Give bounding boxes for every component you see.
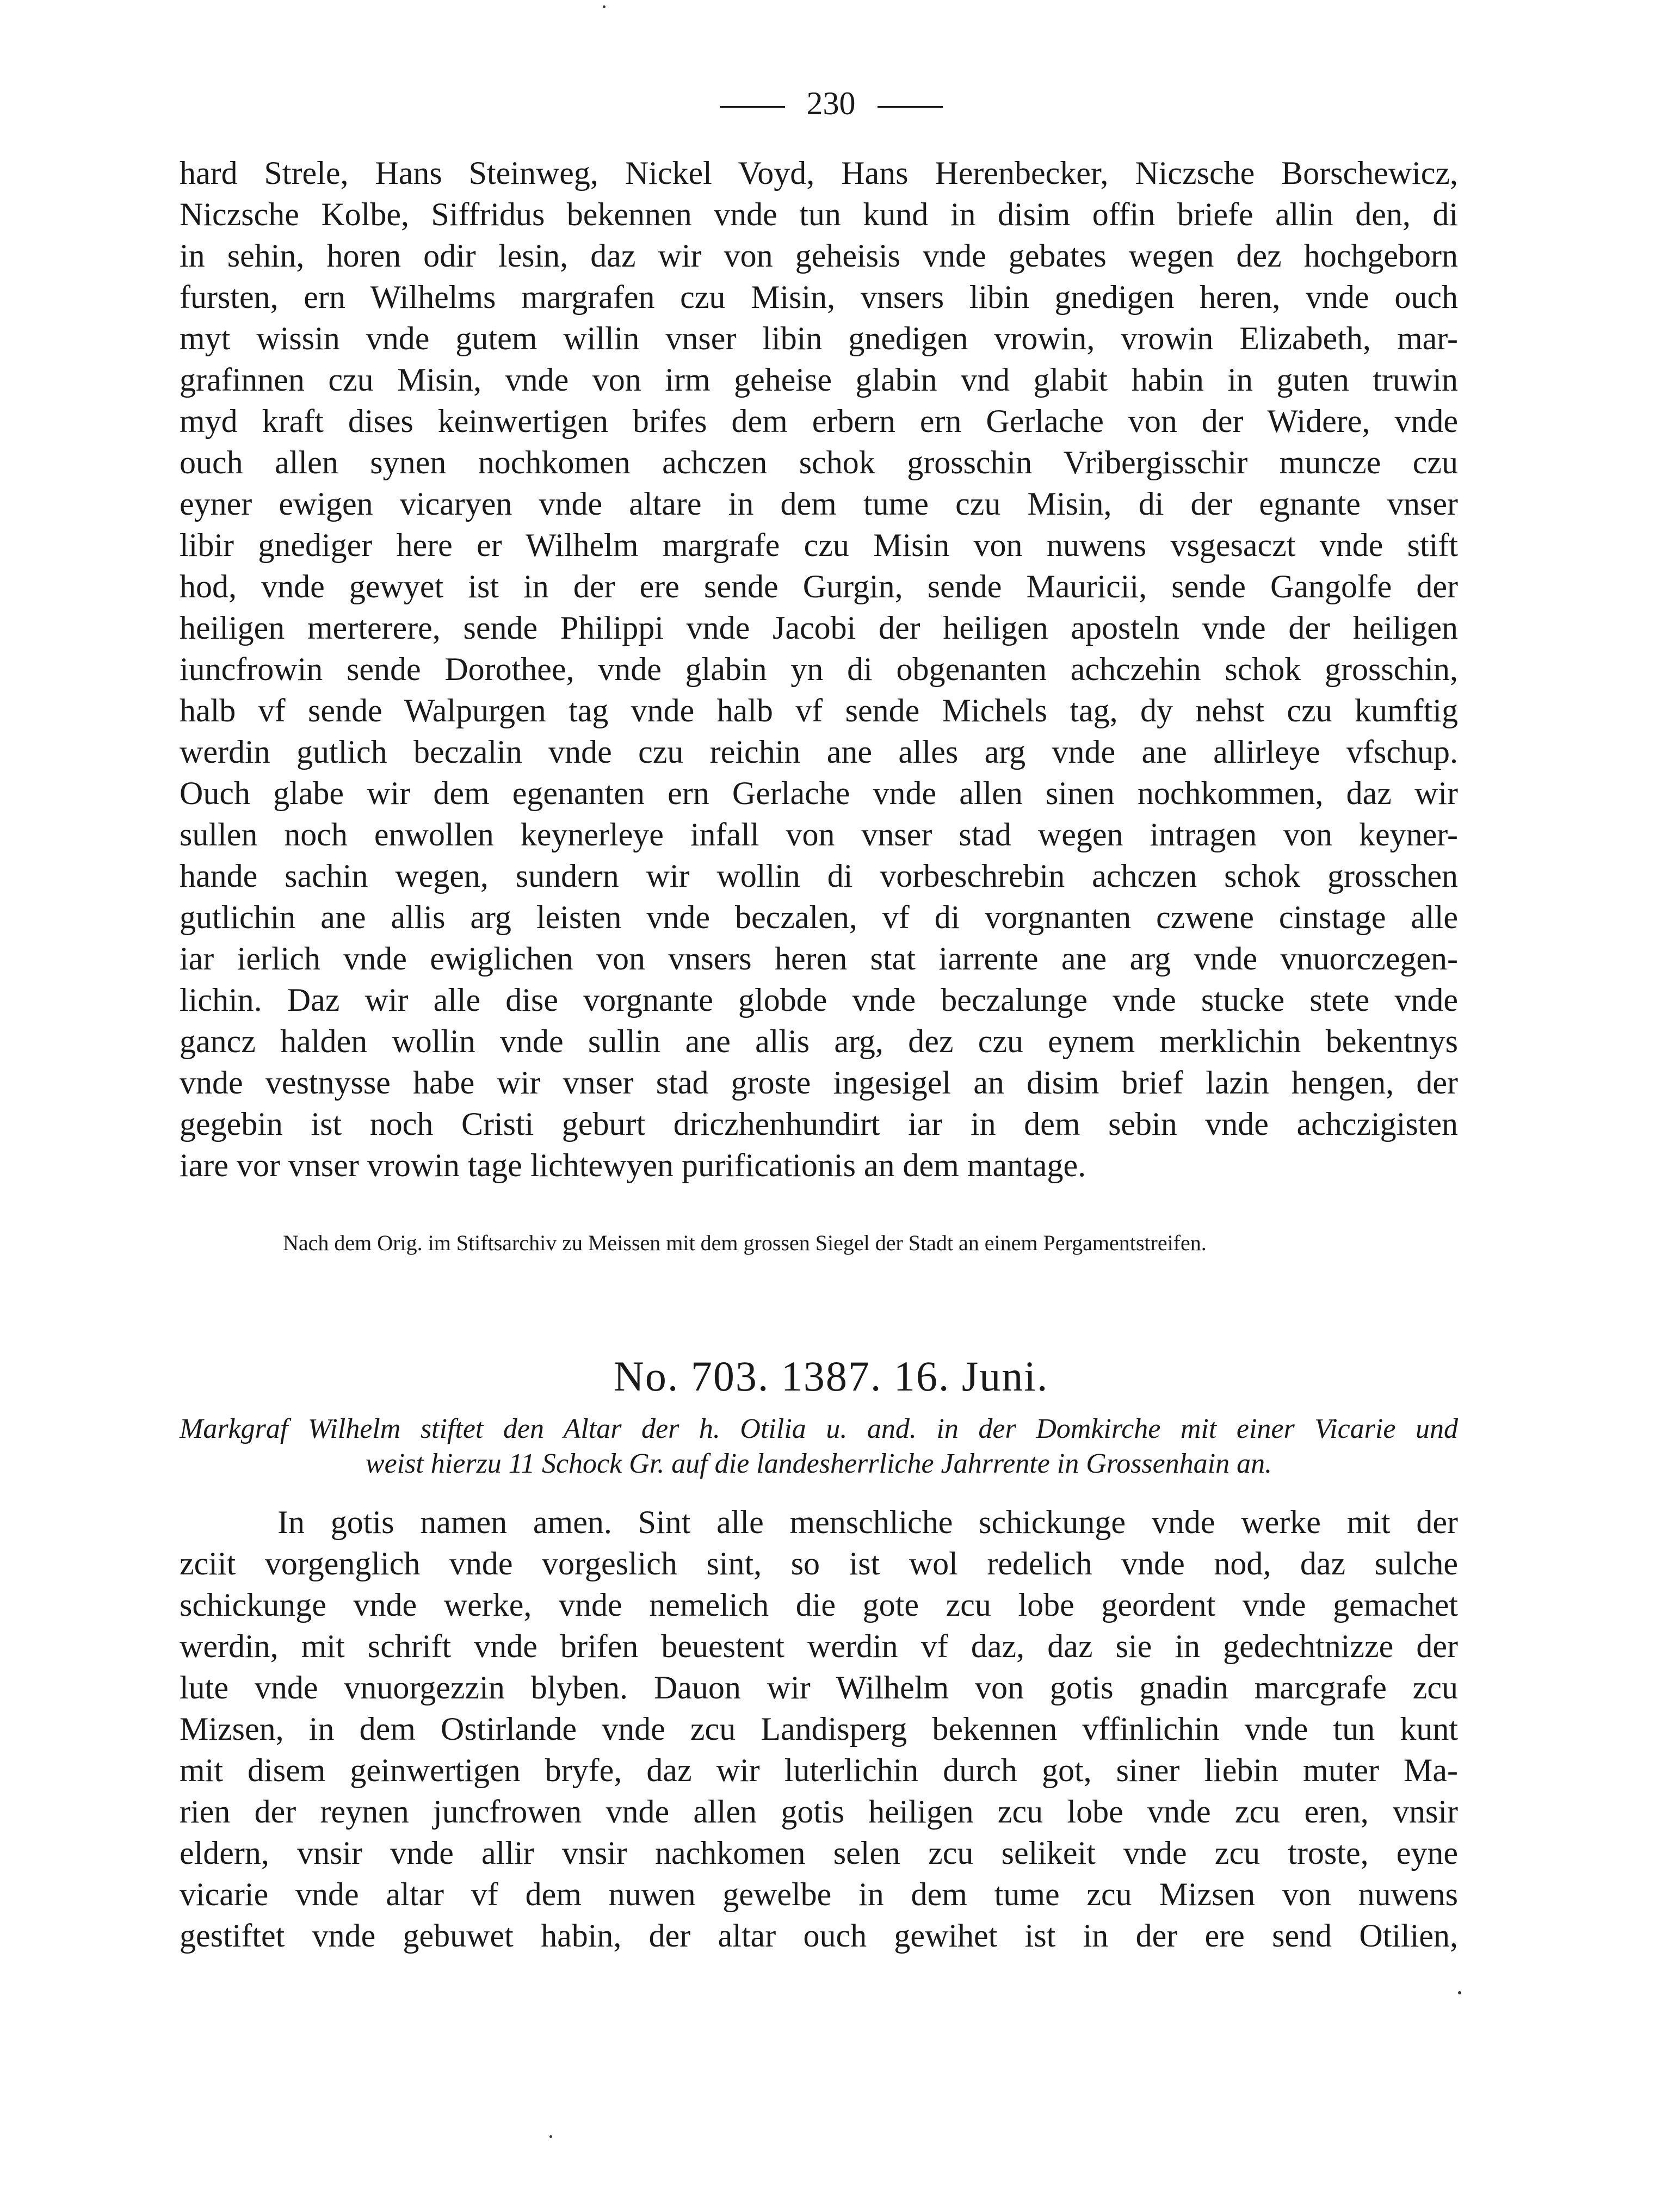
- text-line: gestiftet vnde gebuwet habin, der altar ouch gewihet ist in der ere send Otilien,: [180, 1918, 1458, 1954]
- text-line: schickunge vnde werke, vnde nemelich die gote zcu lobe geordent vnde gemachet: [180, 1587, 1458, 1623]
- text-line: iuncfrowin sende Dorothee, vnde glabin yn di obgenanten achczehin schok grosschin,: [180, 651, 1458, 687]
- charter-text-continued: [180, 152, 1458, 1186]
- text-line: In gotis namen amen. Sint alle menschliche schickunge vnde werke mit der: [277, 1504, 1458, 1540]
- text-line: myt wissin vnde gutem willin vnser libin gnedigen vrowin, vrowin Elizabeth, mar-: [180, 320, 1458, 356]
- text-line: heiligen merterere, sende Philippi vnde Jacobi der heiligen aposteln vnde der heiligen: [180, 610, 1458, 646]
- text-line: iar ierlich vnde ewiglichen von vnsers heren stat iarrente ane arg vnde vnuorczegen-: [180, 941, 1458, 977]
- text-line: lute vnde vnuorgezzin blyben. Dauon wir Wilhelm von gotis gnadin marcgrafe zcu: [180, 1670, 1458, 1706]
- text-line: in sehin, horen odir lesin, daz wir von geheisis vnde gebates wegen dez hochgeborn: [180, 238, 1458, 274]
- summary-line: Markgraf Wilhelm stiftet den Altar der h. Otilia u. and. in der Domkirche mit einer Vicarie und: [180, 1413, 1458, 1444]
- text-line: sullen noch enwollen keynerleye infall von vnser stad wegen intragen von keyner-: [180, 817, 1458, 852]
- text-line: hard Strele, Hans Steinweg, Nickel Voyd, Hans Herenbecker, Niczsche Borschewicz,: [180, 155, 1458, 191]
- text-line: iare vor vnser vrowin tage lichtewyen purificationis an dem mantage.: [180, 1147, 1086, 1183]
- text-line: gegebin ist noch Cristi geburt driczhenhundirt iar in dem sebin vnde achczigisten: [180, 1106, 1458, 1142]
- text-line: eyner ewigen vicaryen vnde altare in dem tume czu Misin, di der egnante vnser: [180, 486, 1458, 522]
- summary-line: weist hierzu 11 Schock Gr. auf die landesherrliche Jahrrente in Grossenhain an.: [365, 1448, 1272, 1479]
- text-line: fursten, ern Wilhelms margrafen czu Misin, vnsers libin gnedigen heren, vnde ouch: [180, 279, 1458, 315]
- text-line: werdin gutlich beczalin vnde czu reichin ane alles arg vnde ane allirleye vfschup.: [180, 734, 1458, 770]
- document-heading: No. 703. 1387. 16. Juni.: [613, 1352, 1049, 1400]
- scan-speck: [603, 5, 606, 8]
- text-line: hod, vnde gewyet ist in der ere sende Gurgin, sende Mauricii, sende Gangolfe der: [180, 569, 1458, 604]
- text-line: Niczsche Kolbe, Siffridus bekennen vnde tun kund in disim offin briefe allin den, di: [180, 196, 1458, 232]
- text-line: grafinnen czu Misin, vnde von irm geheise glabin vnd glabit habin in guten truwin: [180, 362, 1458, 398]
- text-line: halb vf sende Walpurgen tag vnde halb vf sende Michels tag, dy nehst czu kumftig: [180, 693, 1458, 728]
- scan-speck: [549, 2135, 552, 2138]
- text-line: Ouch glabe wir dem egenanten ern Gerlache vnde allen sinen nochkommen, daz wir: [180, 775, 1458, 811]
- text-line: hande sachin wegen, sundern wir wollin di vorbeschrebin achczen schok grosschen: [180, 858, 1458, 894]
- header-rule-left: [720, 106, 785, 108]
- document-summary: [180, 1412, 1458, 1481]
- page-number: 230: [806, 85, 856, 121]
- text-line: Mizsen, in dem Ostirlande vnde zcu Landisperg bekennen vffinlichin vnde tun kunt: [180, 1711, 1458, 1747]
- text-line: werdin, mit schrift vnde brifen beuestent werdin vf daz, daz sie in gedechtnizze der: [180, 1628, 1458, 1664]
- charter-text: [180, 1502, 1458, 1956]
- text-line: vicarie vnde altar vf dem nuwen gewelbe in dem tume zcu Mizsen von nuwens: [180, 1876, 1458, 1912]
- page-header: [0, 82, 1662, 125]
- scan-speck: [1458, 1991, 1461, 1994]
- text-line: lichin. Daz wir alle dise vorgnante globde vnde beczalunge vnde stucke stete vnde: [180, 982, 1458, 1018]
- text-line: myd kraft dises keinwertigen brifes dem erbern ern Gerlache von der Widere, vnde: [180, 403, 1458, 439]
- text-line: gancz halden wollin vnde sullin ane allis arg, dez czu eynem merklichin bekentnys: [180, 1023, 1458, 1059]
- text-line: ouch allen synen nochkomen achczen schok grosschin Vribergisschir muncze czu: [180, 444, 1458, 480]
- source-note: Nach dem Orig. im Stiftsarchiv zu Meissen mit dem grossen Siegel der Stadt an einem Pergamentstreifen.: [283, 1231, 1207, 1255]
- text-line: zciit vorgenglich vnde vorgeslich sint, so ist wol redelich vnde nod, daz sulche: [180, 1546, 1458, 1581]
- text-line: mit disem geinwertigen bryfe, daz wir luterlichin durch got, siner liebin muter Ma-: [180, 1752, 1458, 1788]
- text-line: eldern, vnsir vnde allir vnsir nachkomen selen zcu selikeit vnde zcu troste, eyne: [180, 1835, 1458, 1871]
- text-line: vnde vestnysse habe wir vnser stad groste ingesigel an disim brief lazin hengen, der: [180, 1065, 1458, 1101]
- text-line: rien der reynen juncfrowen vnde allen gotis heiligen zcu lobe vnde zcu eren, vnsir: [180, 1794, 1458, 1830]
- header-rule-right: [878, 106, 943, 108]
- text-line: gutlichin ane allis arg leisten vnde beczalen, vf di vorgnanten czwene cinstage alle: [180, 899, 1458, 935]
- text-line: libir gnediger here er Wilhelm margrafe czu Misin von nuwens vsgesaczt vnde stift: [180, 527, 1458, 563]
